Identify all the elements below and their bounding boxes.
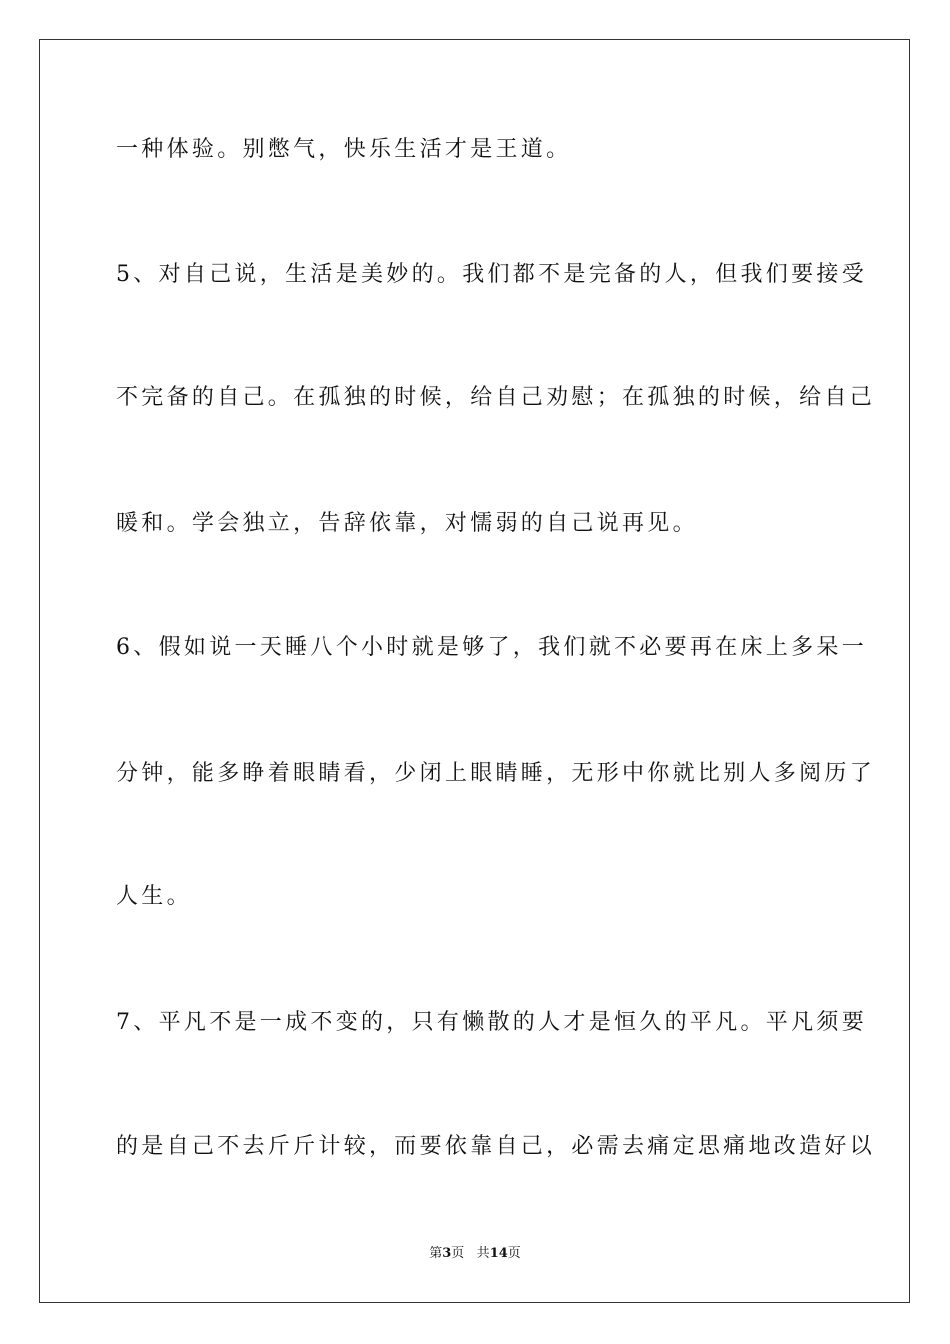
- page-footer: [0, 1246, 950, 1262]
- text-line-3: 不完备的自己。在孤独的时候，给自己劝慰；在孤独的时候，给自己: [116, 385, 876, 410]
- page-border: [39, 39, 910, 1303]
- page-label-prefix: 第: [429, 1246, 443, 1261]
- text-line-2: 5、对自己说，生活是美妙的。我们都不是完备的人，但我们要接受: [116, 262, 867, 287]
- total-pages: 14: [489, 1246, 508, 1261]
- text-line-8: 7、平凡不是一成不变的，只有懒散的人才是恒久的平凡。平凡须要: [116, 1010, 867, 1035]
- total-label-suffix: 页: [507, 1246, 521, 1261]
- text-line-4: 暖和。学会独立，告辞依靠，对懦弱的自己说再见。: [116, 511, 698, 536]
- text-line-6: 分钟，能多睁着眼睛看，少闭上眼睛睡，无形中你就比别人多阅历了: [116, 761, 876, 786]
- page-label-suffix: 页: [451, 1246, 465, 1261]
- text-line-7: 人生。: [116, 884, 192, 909]
- total-label-prefix: 共: [476, 1246, 490, 1261]
- page-number: 3: [442, 1246, 452, 1261]
- text-line-9: 的是自己不去斤斤计较，而要依靠自己，必需去痛定思痛地改造好以: [116, 1134, 876, 1159]
- text-line-1: 一种体验。别憋气，快乐生活才是王道。: [116, 137, 572, 162]
- text-line-5: 6、假如说一天睡八个小时就是够了，我们就不必要再在床上多呆一: [116, 635, 867, 660]
